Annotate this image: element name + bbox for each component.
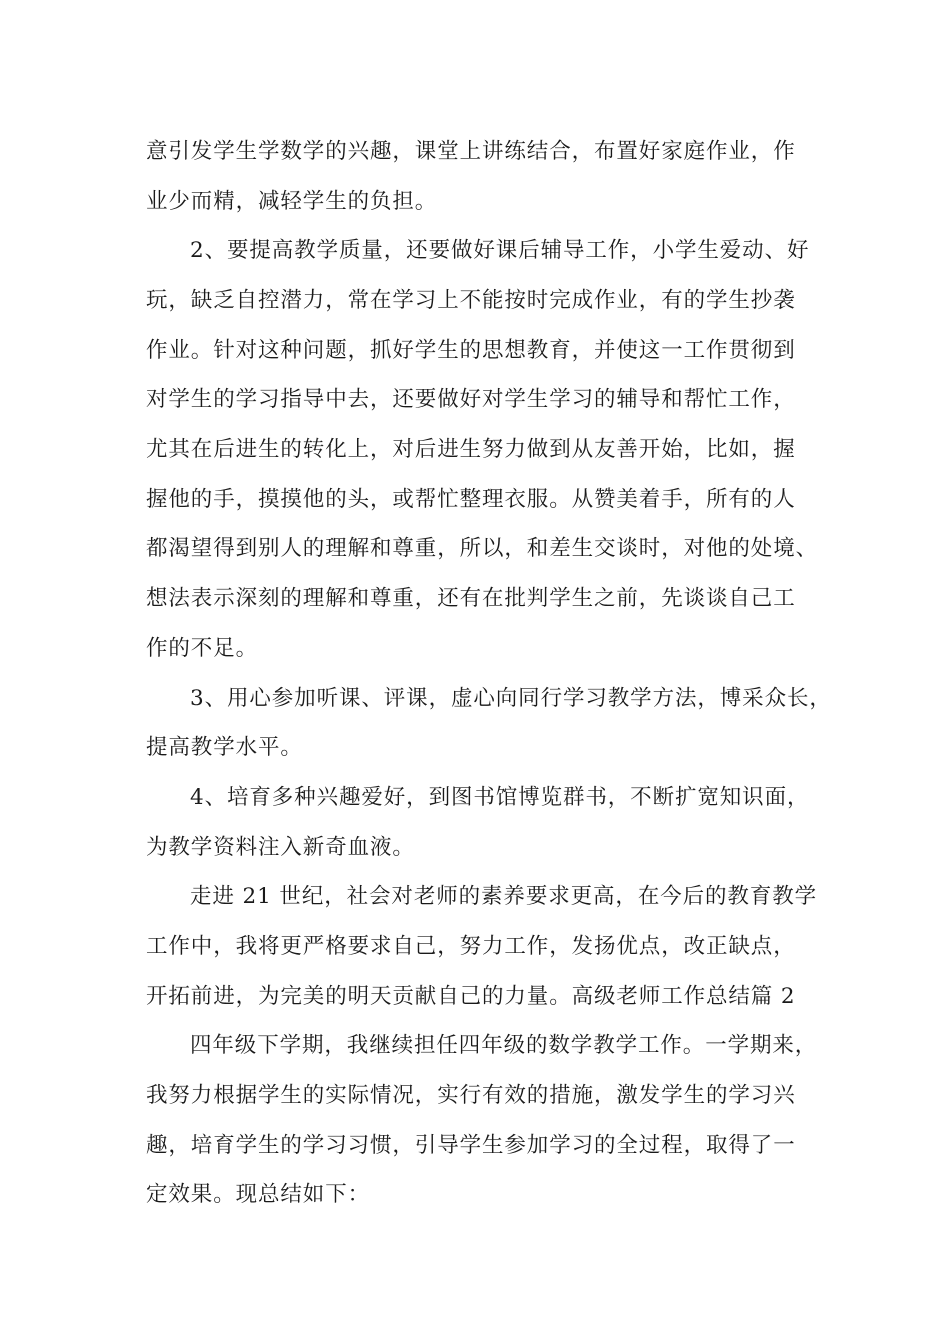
text-line: 工作中，我将更严格要求自己，努力工作，发扬优点，改正缺点， [146, 934, 796, 959]
text-line: 想法表示深刻的理解和尊重，还有在批判学生之前，先谈谈自己工 [146, 586, 796, 611]
paragraph-start-line: 2、要提高教学质量，还要做好课后辅导工作，小学生爱动、好 [190, 238, 810, 263]
text-line: 业少而精，减轻学生的负担。 [146, 189, 438, 214]
text-line: 提高教学水平。 [146, 735, 303, 760]
text-line: 定效果。现总结如下： [146, 1182, 371, 1207]
text-line: 意引发学生学数学的兴趣，课堂上讲练结合，布置好家庭作业，作 [146, 139, 796, 164]
text-line: 握他的手，摸摸他的头，或帮忙整理衣服。从赞美着手，所有的人 [146, 487, 796, 512]
paragraph-start-line: 3、用心参加听课、评课，虚心向同行学习教学方法，博采众长， [190, 686, 832, 711]
paragraph-start-line: 4、培育多种兴趣爱好，到图书馆博览群书，不断扩宽知识面， [190, 785, 810, 810]
text-line: 对学生的学习指导中去，还要做好对学生学习的辅导和帮忙工作， [146, 387, 796, 412]
text-line: 作业。针对这种问题，抓好学生的思想教育，并使这一工作贯彻到 [146, 338, 796, 363]
text-line: 趣，培育学生的学习习惯，引导学生参加学习的全过程，取得了一 [146, 1133, 796, 1158]
text-line: 作的不足。 [146, 636, 259, 661]
text-line: 开拓前进，为完美的明天贡献自己的力量。高级老师工作总结篇 2 [146, 984, 796, 1009]
text-line: 为教学资料注入新奇血液。 [146, 835, 415, 860]
text-line: 我努力根据学生的实际情况，实行有效的措施，激发学生的学习兴 [146, 1083, 796, 1108]
paragraph-start-line: 四年级下学期，我继续担任四年级的数学教学工作。一学期来， [190, 1033, 818, 1058]
text-line: 尤其在后进生的转化上，对后进生努力做到从友善开始，比如，握 [146, 437, 796, 462]
text-line: 都渴望得到别人的理解和尊重，所以，和差生交谈时，对他的处境、 [146, 536, 819, 561]
paragraph-start-line: 走进 21 世纪，社会对老师的素养要求更高，在今后的教育教学 [190, 884, 818, 909]
text-line: 玩，缺乏自控潜力，常在学习上不能按时完成作业，有的学生抄袭 [146, 288, 796, 313]
